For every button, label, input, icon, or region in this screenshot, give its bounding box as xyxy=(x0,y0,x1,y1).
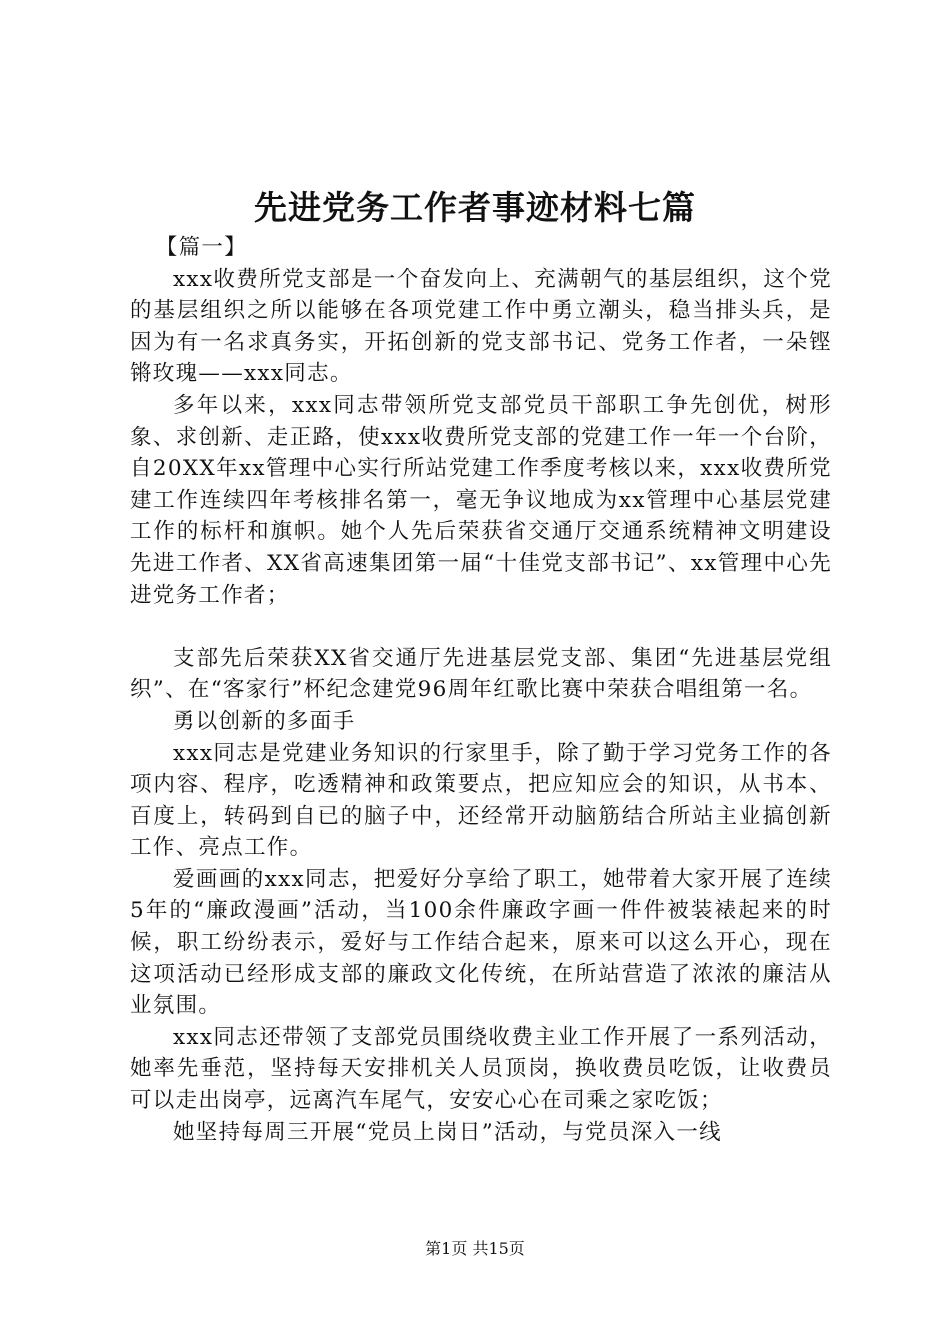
section-label: 【篇一】 xyxy=(155,235,247,260)
paragraph-1: xxx收费所党支部是一个奋发向上、充满朝气的基层组织，这个党的基层组织之所以能够在各项党建工作中勇立潮头，稳当排头兵，是因为有一名求真务实，开拓创新的党支部书记、党务工作者，一朵铿锵玫瑰——xxx同志。 xyxy=(130,266,832,387)
paragraph-6: xxx同志还带领了支部党员围绕收费主业工作开展了一系列活动，她率先垂范，坚持每天安排机关人员顶岗，换收费员吃饭，让收费员可以走出岗亭，远离汽车尾气，安安心心在司乘之家吃饭； xyxy=(130,1024,832,1114)
paragraph-2: 多年以来，xxx同志带领所党支部党员干部职工争先创优，树形象、求创新、走正路，使xxx收费所党支部的党建工作一年一个台阶，自20XX年xx管理中心实行所站党建工作季度考核以来，xxx收费所党建工作连续四年考核排名第一，毫无争议地成为xx管理中心基层党建工作的标杆和旗帜。她个人先后荣获省交通厅交通系统精神文明建设先进工作者、XX省高速集团第一届“十佳党支部书记”、xx管理中心先进党务工作者； xyxy=(130,392,832,608)
paragraph-5: 爱画画的xxx同志，把爱好分享给了职工，她带着大家开展了连续5年的“廉政漫画”活动，当100余件廉政字画一件件被装裱起来的时候，职工纷纷表示，爱好与工作结合起来，原来可以这么开心，现在这项活动已经形成支部的廉政文化传统，在所站营造了浓浓的廉洁从业氛围。 xyxy=(130,866,832,1019)
blank-line xyxy=(130,611,832,643)
page-footer: 第1页 共15页 xyxy=(425,1239,525,1258)
paragraph-3: 支部先后荣获XX省交通厅先进基层党支部、集团“先进基层党组织”、在“客家行”杯纪念建党96周年红歌比赛中荣获合唱组第一名。 xyxy=(130,645,832,703)
document-body xyxy=(130,232,832,1148)
document-title: 先进党务工作者事迹材料七篇 xyxy=(254,188,696,227)
paragraph-4: xxx同志是党建业务知识的行家里手，除了勤于学习党务工作的各项内容、程序，吃透精神和政策要点，把应知应会的知识，从书本、百度上，转码到自已的脑子中，还经常开动脑筋结合所站主业搞创新工作、亮点工作。 xyxy=(130,740,832,861)
paragraph-7: 她坚持每周三开展“党员上岗日”活动，与党员深入一线 xyxy=(173,1119,722,1145)
subheading: 勇以创新的多面手 xyxy=(173,708,356,734)
